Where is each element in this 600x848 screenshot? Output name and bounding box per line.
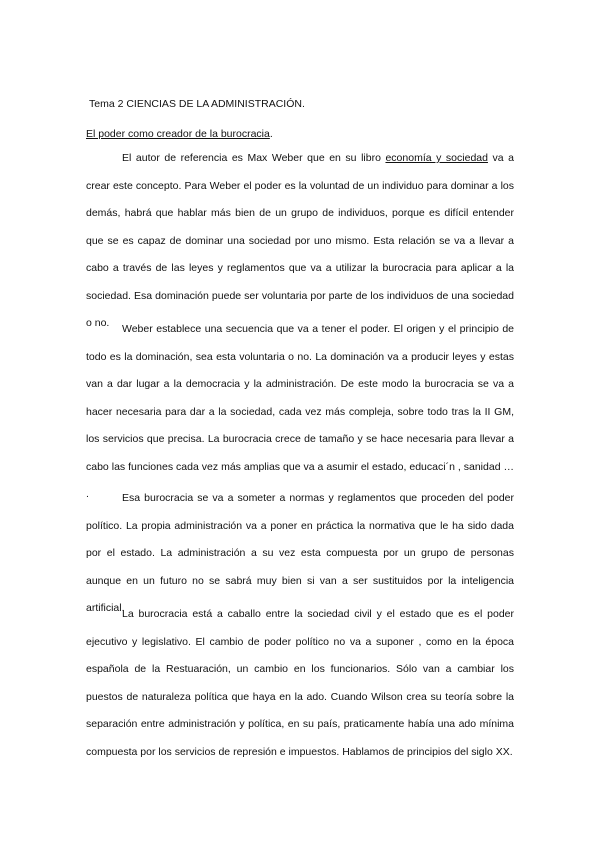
section-heading-period: . (269, 128, 273, 140)
document-title: Tema 2 CIENCIAS DE LA ADMINISTRACIÓN. (89, 98, 305, 110)
paragraph-4: La burocracia está a caballo entre la sociedad civil y el estado que es el poder ejecutivo y legislativo. El cambio de poder político no va a suponer , como en la época española de la Restuaración, un cambio en los funcionarios. Sólo van a cambiar los puestos de naturaleza política que haya en la ado. Cuando Wilson crea su teoría sobre la separación entre administración y política, en su país, praticamente había una ado mínima compuesta por los servicios de represión e impuestos. Hablamos de principios del siglo XX. (86, 608, 514, 758)
section-heading-text: El poder como creador de la burocracia (86, 128, 270, 140)
paragraph-1-before: El autor de referencia es Max Weber que en su libro (122, 152, 386, 164)
section-heading (86, 127, 273, 141)
paragraph-1 (86, 145, 514, 338)
paragraph-3: Esa burocracia se va a someter a normas y reglamentos que proceden del poder político. La propia administración va a poner en práctica la normativa que le ha sido dada por el estado. La administración a su vez esta compuesta por un grupo de personas aunque en un futuro no se sabrá muy bien si van a ser sustituidos por la inteligencia artificial. (86, 492, 514, 614)
book-title-reference: economía y sociedad (385, 152, 488, 164)
paragraph-1-after: va a crear este concepto. Para Weber el poder es la voluntad de un individuo para dominar a los demás, habrá que hablar más bien de un grupo de individuos, porque es difícil entender que se es capaz de dominar una sociedad por uno mismo. Esta relación se va a llevar a cabo a través de las leyes y reglamentos que va a utilizar la burocracia para aplicar a la sociedad. Esa dominación puede ser voluntaria por parte de los individuos de una sociedad o no. (86, 152, 514, 329)
paragraph-2: Weber establece una secuencia que va a tener el poder. El origen y el principio de todo es la dominación, sea esta voluntaria o no. La dominación va a producir leyes y estas van a dar lugar a la democracia y la administración. De este modo la burocracia se va a hacer necesaria para dar a la sociedad, cada vez más compleja, sobre todo tras la II GM, los servicios que precisa. La burocracia crece de tamaño y se hace necesaria para llevar a cabo las funciones cada vez más amplias que va a asumir el estado, educaci´n , sanidad … . (86, 323, 514, 500)
